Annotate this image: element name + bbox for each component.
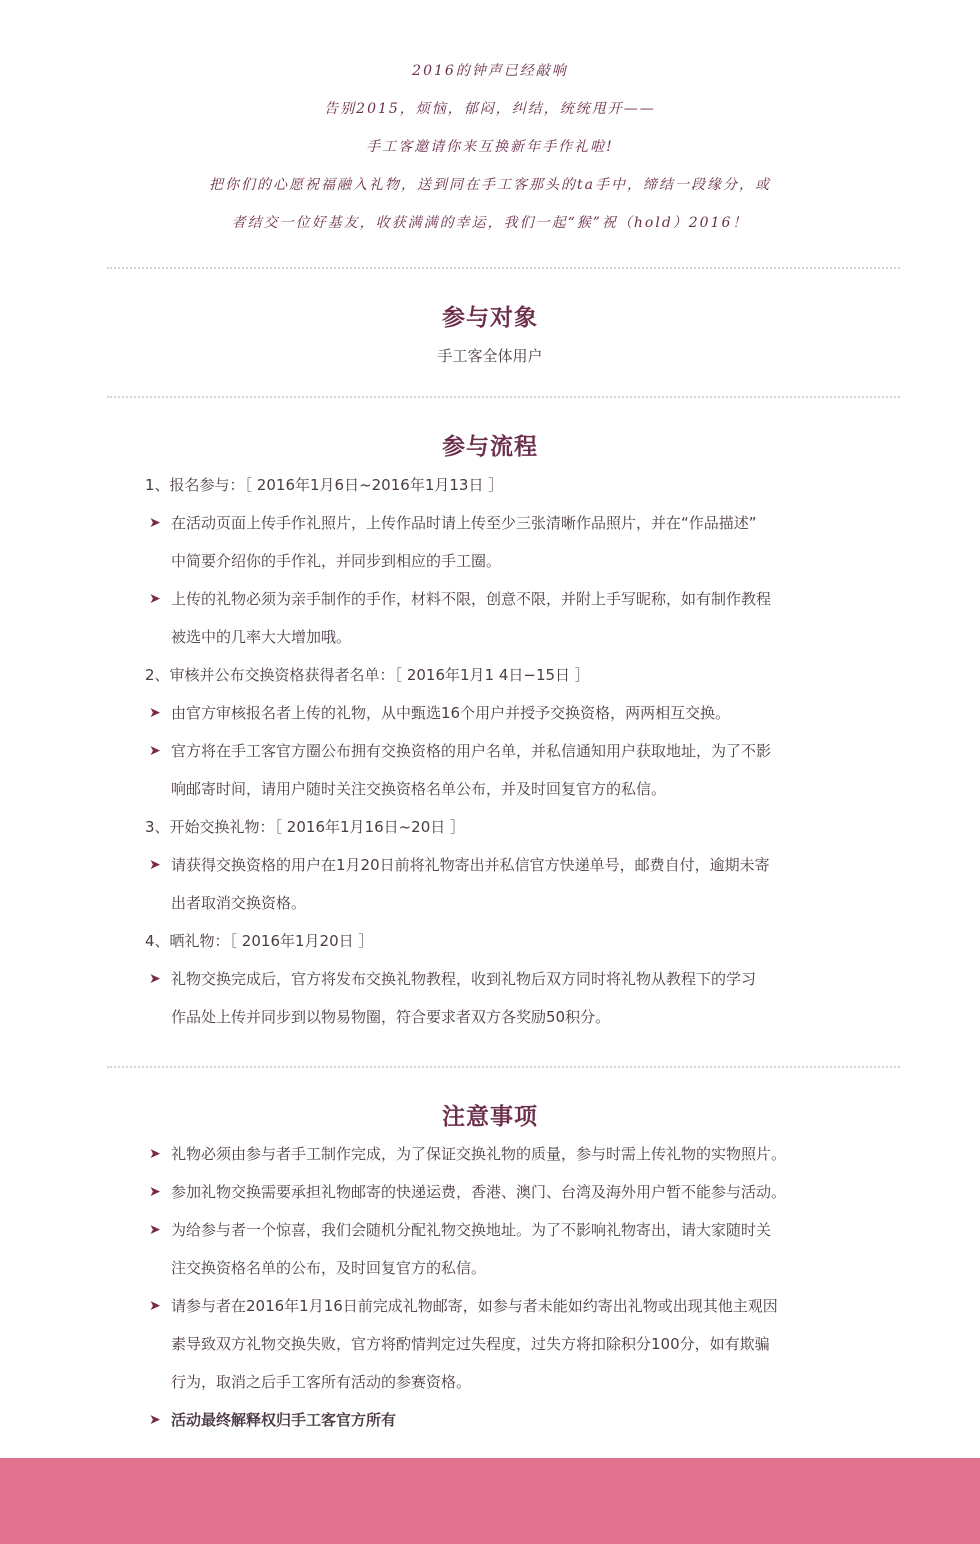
item-line: 行为，取消之后手工客所有活动的参赛资格。 (171, 1373, 472, 1391)
section-divider (107, 1066, 900, 1068)
section-divider (107, 267, 900, 269)
intro-section (0, 52, 980, 242)
item-line: 注交换资格名单的公布，及时回复官方的私信。 (171, 1259, 487, 1277)
step-1-heading: 1、报名参与：［ 2016年1月6日~2016年1月13日 ］ (145, 476, 504, 494)
item-line: 响邮寄时间，请用户随时关注交换资格名单公布，并及时回复官方的私信。 (171, 780, 667, 798)
footer-band (0, 1458, 980, 1544)
list-item (145, 1211, 845, 1287)
section-divider (107, 396, 900, 398)
intro-line-2: 告别2015，烦恼，郁闷，纠结，统统甩开—— (324, 101, 656, 117)
step-4-heading: 4、晒礼物：［ 2016年1月20日 ］ (145, 932, 374, 950)
list-item (145, 1135, 845, 1173)
item-line: 素导致双方礼物交换失败，官方将酌情判定过失程度，过失方将扣除积分100分，如有欺骗 (171, 1335, 770, 1353)
arrow-bullet-icon: ➤ (149, 1298, 161, 1314)
intro-line-4: 把你们的心愿祝福融入礼物，送到同在手工客那头的ta手中，缔结一段缘分，或 (209, 177, 771, 193)
step-2-heading: 2、审核并公布交换资格获得者名单：［ 2016年1月1 4日−15日 ］ (145, 666, 590, 684)
list-item (145, 580, 845, 656)
item-line: 作品处上传并同步到以物易物圈，符合要求者双方各奖励50积分。 (171, 1008, 611, 1026)
item-line: 出者取消交换资格。 (171, 894, 307, 912)
item-line: 礼物必须由参与者手工制作完成，为了保证交换礼物的质量，参与时需上传礼物的实物照片。 (171, 1145, 787, 1163)
list-item (145, 732, 845, 808)
list-item (145, 1173, 845, 1211)
participants-text: 手工客全体用户 (437, 347, 543, 365)
intro-line-1: 2016的钟声已经敲响 (412, 63, 568, 79)
arrow-bullet-icon: ➤ (149, 1184, 161, 1200)
notes-list (145, 1135, 845, 1439)
item-line: 在活动页面上传手作礼照片，上传作品时请上传至少三张清晰作品照片，并在“作品描述” (171, 514, 757, 532)
item-line: 中简要介绍你的手作礼，并同步到相应的手工圈。 (171, 552, 502, 570)
item-line: 参加礼物交换需要承担礼物邮寄的快递运费，香港、澳门、台湾及海外用户暂不能参与活动。 (171, 1183, 787, 1201)
item-line: 请获得交换资格的用户在1月20日前将礼物寄出并私信官方快递单号，邮费自付，逾期未寄 (171, 856, 770, 874)
participants-title: 参与对象 (442, 305, 538, 331)
intro-line-5: 者结交一位好基友，收获满满的幸运，我们一起“猴”祝（hold）2016！ (231, 215, 749, 231)
arrow-bullet-icon: ➤ (149, 857, 161, 873)
item-line: 被选中的几率大大增加哦。 (171, 628, 352, 646)
arrow-bullet-icon: ➤ (149, 515, 161, 531)
step-3-heading: 3、开始交换礼物：［ 2016年1月16日~20日 ］ (145, 818, 466, 836)
arrow-bullet-icon: ➤ (149, 1146, 161, 1162)
list-item (145, 694, 845, 732)
process-title: 参与流程 (442, 434, 538, 460)
list-item (145, 1287, 845, 1401)
arrow-bullet-icon: ➤ (149, 743, 161, 759)
process-steps (145, 466, 845, 1036)
arrow-bullet-icon: ➤ (149, 1412, 161, 1428)
arrow-bullet-icon: ➤ (149, 1222, 161, 1238)
item-line: 官方将在手工客官方圈公布拥有交换资格的用户名单，并私信通知用户获取地址，为了不影 (171, 742, 772, 760)
arrow-bullet-icon: ➤ (149, 971, 161, 987)
item-line: 上传的礼物必须为亲手制作的手作，材料不限，创意不限，并附上手写昵称，如有制作教程 (171, 590, 772, 608)
notes-title: 注意事项 (442, 1104, 538, 1130)
list-item (145, 846, 845, 922)
item-line: 为给参与者一个惊喜，我们会随机分配礼物交换地址。为了不影响礼物寄出，请大家随时关 (171, 1221, 772, 1239)
arrow-bullet-icon: ➤ (149, 591, 161, 607)
item-line: 请参与者在2016年1月16日前完成礼物邮寄，如参与者未能如约寄出礼物或出现其他主观因 (171, 1297, 778, 1315)
item-line: 由官方审核报名者上传的礼物，从中甄选16个用户并授予交换资格，两两相互交换。 (171, 704, 731, 722)
list-item (145, 1401, 845, 1439)
list-item (145, 504, 845, 580)
item-line: 活动最终解释权归手工客官方所有 (171, 1411, 397, 1429)
arrow-bullet-icon: ➤ (149, 705, 161, 721)
item-line: 礼物交换完成后，官方将发布交换礼物教程，收到礼物后双方同时将礼物从教程下的学习 (171, 970, 757, 988)
intro-line-3: 手工客邀请你来互换新年手作礼啦! (366, 139, 614, 155)
list-item (145, 960, 845, 1036)
